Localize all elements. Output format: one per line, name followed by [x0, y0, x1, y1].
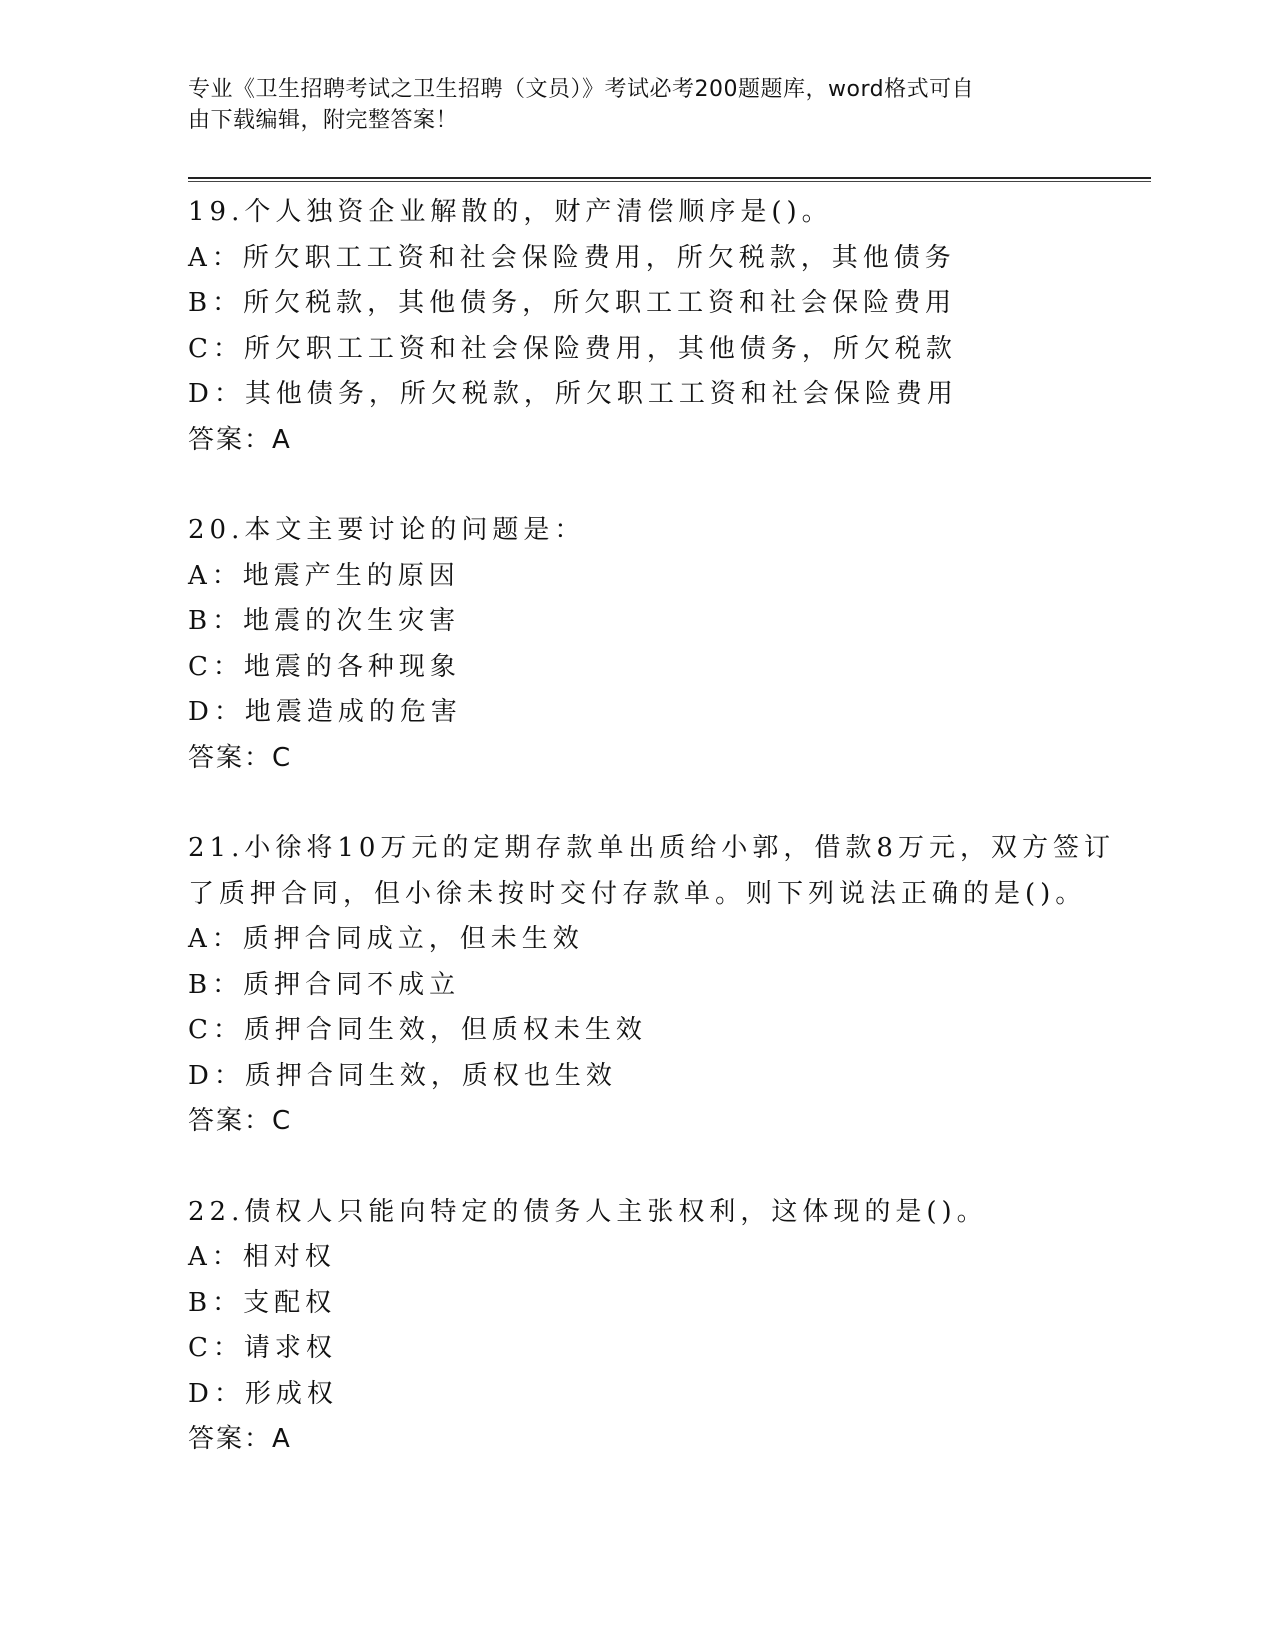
option-d: D：形成权: [188, 1378, 338, 1409]
option-d: D：质押合同生效，质权也生效: [188, 1060, 617, 1091]
header-line-1: 专业《卫生招聘考试之卫生招聘（文员）》考试必考200题题库，word格式可自: [188, 77, 975, 102]
question-stem: 20.本文主要讨论的问题是：: [188, 515, 586, 545]
option-d: D：其他债务，所欠税款，所欠职工工资和社会保险费用: [188, 379, 958, 409]
question-stem-line-1: 21.小徐将10万元的定期存款单出质给小郭，借款8万元，双方签订: [188, 833, 1115, 863]
header-divider-thick: [188, 177, 1151, 179]
option-a: A：相对权: [188, 1242, 336, 1272]
option-b: B：所欠税款，其他债务，所欠职工工资和社会保险费用: [188, 288, 957, 318]
answer-label: 答案：C: [188, 1106, 293, 1136]
option-c: C：地震的各种现象: [188, 651, 461, 682]
header-divider-thin: [188, 181, 1151, 182]
answer-label: 答案：A: [188, 424, 292, 455]
option-c: C：请求权: [188, 1333, 337, 1363]
option-b: B：质押合同不成立: [188, 969, 461, 1000]
question-list: [188, 190, 1115, 1463]
option-a: A：地震产生的原因: [188, 560, 460, 591]
question-stem-line-2: 了质押合同，但小徐未按时交付存款单。则下列说法正确的是()。: [188, 878, 1087, 909]
option-b: B：支配权: [188, 1287, 337, 1318]
option-c: C：所欠职工工资和社会保险费用，其他债务，所欠税款: [188, 333, 957, 364]
question-stem: 22.债权人只能向特定的债务人主张权利，这体现的是()。: [188, 1196, 988, 1227]
answer-label: 答案：A: [188, 1424, 292, 1454]
option-b: B：地震的次生灾害: [188, 606, 461, 636]
question-stem: 19.个人独资企业解散的，财产清偿顺序是()。: [188, 197, 833, 227]
option-a: A：所欠职工工资和社会保险费用，所欠税款，其他债务: [188, 242, 956, 273]
header-line-2: 由下载编辑，附完整答案！: [188, 108, 459, 133]
document-header: [188, 74, 1068, 136]
question-21: [188, 826, 1115, 1145]
option-a: A：质押合同成立，但未生效: [188, 924, 584, 954]
question-22: [188, 1190, 1088, 1463]
option-c: C：质押合同生效，但质权未生效: [188, 1015, 647, 1045]
answer-label: 答案：C: [188, 742, 293, 773]
question-20: [188, 508, 1088, 781]
option-d: D：地震造成的危害: [188, 697, 462, 727]
question-19: [188, 190, 1088, 463]
